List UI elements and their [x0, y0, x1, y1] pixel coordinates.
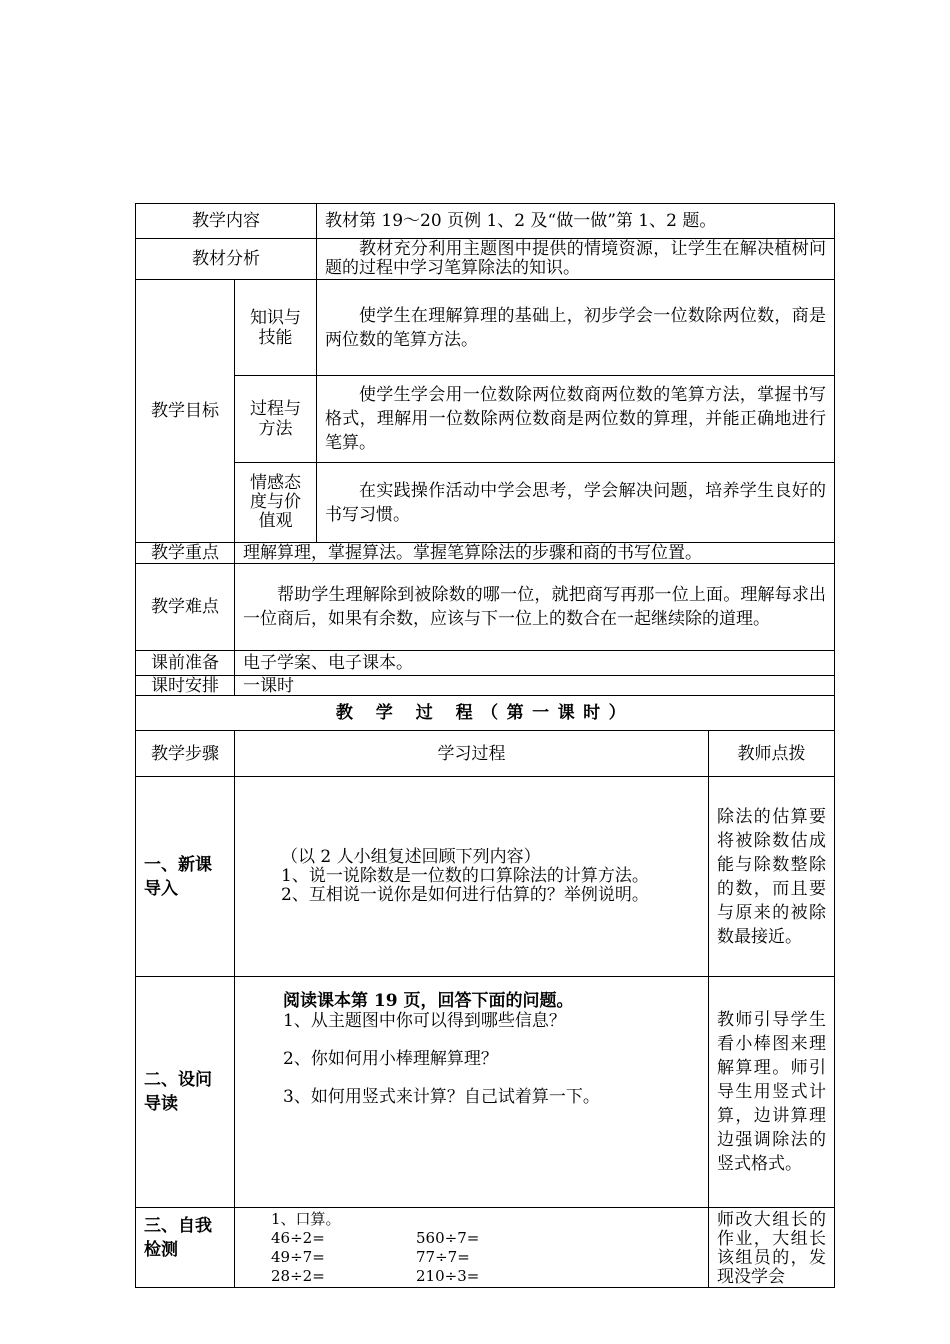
knowledge-value: 使学生在理解算理的基础上，初步学会一位数除两位数，商是两位数的笔算方法。 [317, 280, 835, 376]
calc-item: 560÷7= [416, 1229, 480, 1247]
analysis-value: 教材充分利用主题图中提供的情境资源，让学生在解决植树问题的过程中学习笔算除法的知识。 [317, 239, 835, 280]
learning-line: 2、你如何用小棒理解算理？ [283, 1049, 498, 1069]
row-process-title [136, 696, 835, 731]
lesson-plan-table [135, 203, 835, 1288]
col-header-teacher: 教师点拨 [709, 731, 835, 777]
row-schedule [136, 676, 835, 696]
difficulty-value: 帮助学生理解除到被除数的哪一位，就把商写再那一位上面。理解每求出一位商后，如果有余数，应该与下一位上的数合在一起继续除的道理。 [235, 564, 835, 651]
content-label: 教学内容 [136, 204, 317, 239]
learning-line: 1、从主题图中你可以得到哪些信息？ [283, 1011, 566, 1031]
row-goal-emotion [136, 463, 835, 543]
teacher-note: 除法的估算要将被除数估成能与除数整除的数，而且要与原来的被除数最接近。 [709, 777, 835, 977]
prep-label: 课前准备 [136, 651, 235, 676]
step-learning [235, 977, 709, 1208]
calc-item: 77÷7= [416, 1248, 470, 1266]
key-value: 理解算理，掌握算法。掌握笔算除法的步骤和商的书写位置。 [235, 543, 835, 564]
row-goal-knowledge [136, 280, 835, 376]
learning-heading: 阅读课本第 19 页，回答下面的问题。 [283, 991, 574, 1011]
schedule-value: 一课时 [235, 676, 835, 696]
calc-item: 49÷7= [271, 1248, 325, 1266]
row-content [136, 204, 835, 239]
emotion-value: 在实践操作活动中学会思考，学会解决问题，培养学生良好的书写习惯。 [317, 463, 835, 543]
row-column-headers [136, 731, 835, 777]
learning-heading: 1、口算。 [271, 1210, 341, 1228]
prep-value: 电子学案、电子课本。 [235, 651, 835, 676]
step-name: 一、新课导入 [136, 777, 235, 977]
content-value: 教材第 19～20 页例 1、2 及“做一做”第 1、2 题。 [317, 204, 835, 239]
learning-line: 2、互相说一说你是如何进行估算的？举例说明。 [281, 885, 649, 905]
learning-line: （以 2 人小组复述回顾下列内容） [281, 847, 541, 867]
emotion-label: 情感态度与价值观 [235, 463, 317, 543]
calc-item: 46÷2= [271, 1229, 325, 1247]
learning-line: 3、如何用竖式来计算？自己试着算一下。 [283, 1087, 600, 1107]
key-label: 教学重点 [136, 543, 235, 564]
process-label: 过程与方法 [235, 376, 317, 463]
difficulty-label: 教学难点 [136, 564, 235, 651]
teacher-note: 教师引导学生看小棒图来理解算理。师引导生用竖式计算，边讲算理边强调除法的竖式格式。 [709, 977, 835, 1208]
row-prep [136, 651, 835, 676]
row-analysis [136, 239, 835, 280]
analysis-label: 教材分析 [136, 239, 317, 280]
row-difficulty [136, 564, 835, 651]
step-row-guided-reading [136, 977, 835, 1208]
calc-item: 210÷3= [416, 1267, 480, 1285]
col-header-learning: 学习过程 [235, 731, 709, 777]
process-title: 教 学 过 程（第一课时） [136, 696, 835, 731]
goals-label: 教学目标 [136, 280, 235, 543]
col-header-step: 教学步骤 [136, 731, 235, 777]
oral-calc-grid [271, 1229, 700, 1286]
calc-item: 28÷2= [271, 1267, 325, 1285]
learning-line: 1、说一说除数是一位数的口算除法的计算方法。 [281, 866, 649, 886]
teacher-note: 师改大组长的作业，大组长该组员的，发现没学会 [709, 1208, 835, 1288]
step-name: 二、设问导读 [136, 977, 235, 1208]
row-goal-process [136, 376, 835, 463]
knowledge-label: 知识与技能 [235, 280, 317, 376]
row-key [136, 543, 835, 564]
step-row-self-check [136, 1208, 835, 1288]
step-name: 三、自我检测 [136, 1208, 235, 1288]
step-row-intro [136, 777, 835, 977]
step-learning [235, 1208, 709, 1288]
process-value: 使学生学会用一位数除两位数商两位数的笔算方法，掌握书写格式，理解用一位数除两位数商是两位数的算理，并能正确地进行笔算。 [317, 376, 835, 463]
step-learning [235, 777, 709, 977]
schedule-label: 课时安排 [136, 676, 235, 696]
